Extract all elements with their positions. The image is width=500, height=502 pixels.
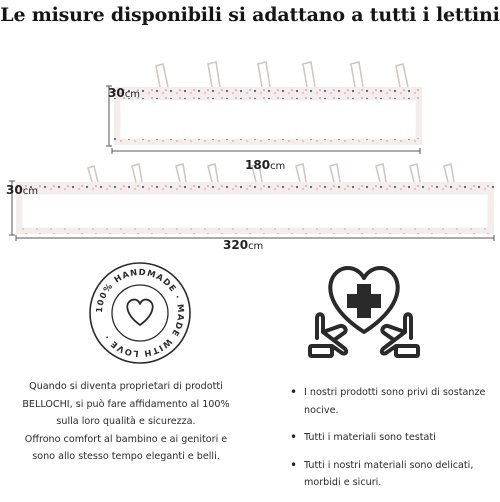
svg-text:100% HANDMADE · MADE WITH LOVE — [94, 267, 186, 359]
bumper-small — [114, 87, 422, 145]
badge-ring-text: 100% HANDMADE · MADE WITH LOVE · — [93, 266, 187, 360]
page-title: Le misure disponibili si adattano a tutti i lettini — [0, 4, 500, 26]
bumper-small-width-label — [245, 156, 285, 172]
bumper-large-width-label — [223, 236, 263, 252]
quality-line-5: sono allo stesso tempo eleganti e belli. — [32, 451, 220, 463]
bumper-small-ties — [156, 62, 408, 87]
bumper-small-height-label — [108, 84, 140, 100]
bumper-large-width-value: 320 — [223, 238, 249, 252]
quality-line-4: Offrono comfort al bambino e ai genitori e — [24, 433, 228, 445]
quality-line-2: BELLOCHI, si può fare affidamento al 100% — [22, 398, 230, 410]
bumper-large-height-unit: cm — [22, 186, 38, 197]
bumper-large-width-unit: cm — [248, 241, 264, 252]
quality-line-3: sulla loro qualità e sicurezza. — [56, 416, 196, 428]
quality-line-1: Quando si diventa proprietari di prodotti — [29, 381, 223, 392]
quality-description — [8, 378, 244, 466]
bumper-large-height-label — [6, 181, 38, 197]
bumper-small-height-unit: cm — [124, 89, 140, 100]
bullet-item: • Tutti i materiali sono testati — [290, 429, 490, 447]
bumper-small-width-value: 180 — [245, 158, 271, 172]
bullet-item: • Tutti i nostri materiali sono delicati, morbidi e sicuri. — [290, 457, 490, 492]
bumper-large — [16, 182, 494, 234]
bumper-small-height-value: 30 — [108, 86, 125, 100]
bumper-small-width-unit: cm — [270, 161, 286, 172]
safety-bullet-list — [290, 384, 490, 502]
bullet-item: • I nostri prodotti sono privi di sostanze nocive. — [290, 384, 490, 419]
bumper-illustrations — [0, 0, 500, 250]
bumper-large-height-value: 30 — [6, 183, 23, 197]
